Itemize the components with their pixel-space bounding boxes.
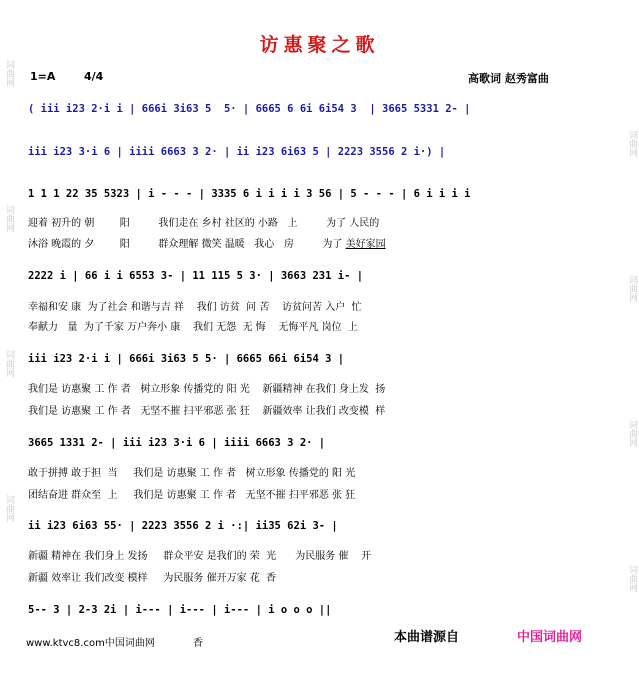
watermark-word: 词曲网 xyxy=(4,495,14,522)
footer-site: www.ktvc8.com中国词曲网 xyxy=(26,638,155,649)
watermark-column-right xyxy=(623,0,639,674)
notation-row: 5-- 3 | 2-3 2i | i--- | i--- | i--- | i o o o || xyxy=(28,604,332,616)
watermark-word: 词曲网 xyxy=(627,275,637,302)
lyric-row: 团结奋进 群众至 上 我们是 访惠聚 工 作 者 无坚不摧 扫平邪恶 张 狂 xyxy=(28,490,356,501)
notation-row: 2222 i | 66 i i 6553 3- | 11 115 5 3· | 3663 231 i- | xyxy=(28,270,364,282)
notation-row: 1 1 1 22 35 5323 | i - - - | 3335 6 i i i i 3 56 | 5 - - - | 6 i i i i xyxy=(28,188,471,200)
watermark-word: 词曲网 xyxy=(627,130,637,157)
intro-notation-row: iii i23 3·i 6 | iiii 6663 3 2· | ii i23 6i63 5 | 2223 3556 2 i·) | xyxy=(28,146,446,158)
lyric-row: 迎着 初升的 朝 阳 我们走在 乡村 社区的 小路 上 为了 人民的 xyxy=(28,218,380,229)
lyric-row: 幸福和安 康 为了社会 和谐与吉 祥 我们 访贫 问 苦 访贫问苦 入户 忙 xyxy=(28,302,362,313)
underlined-lyric: 美好家园 xyxy=(345,239,386,250)
key-signature: 1=A xyxy=(30,70,56,83)
footer-brand: 中国词曲网 xyxy=(517,630,583,645)
lyric-row: 敢于拼搏 敢于担 当 我们是 访惠聚 工 作 者 树立形象 传播党的 阳 光 xyxy=(28,468,356,479)
watermark-word: 词曲网 xyxy=(4,60,14,87)
watermark-word: 词曲网 xyxy=(4,350,14,377)
notation-row: iii i23 2·i i | 666i 3i63 5 5· | 6665 66i 6i54 3 | xyxy=(28,353,345,365)
lyric-row: 奉献力 量 为了千家 万户奔小 康 我们 无怨 无 悔 无悔平凡 岗位 上 xyxy=(28,322,358,333)
watermark-column-left xyxy=(0,0,16,674)
song-credits: 高歌词 赵秀富曲 xyxy=(468,72,549,85)
lyric-row: 我们是 访惠聚 工 作 者 无坚不摧 扫平邪恶 张 狂 新疆效率 让我们 改变模 样 xyxy=(28,406,386,417)
lyric-row: 新疆 精神在 我们身上 发扬 群众平安 是我们的 荣 光 为民服务 催 开 xyxy=(28,551,372,562)
intro-notation-row: ( iii i23 2·i i | 666i 3i63 5 5· | 6665 6 6i 6i54 3 | 3665 5331 2- | xyxy=(28,103,471,115)
notation-row: 3665 1331 2- | iii i23 3·i 6 | iiii 6663 3 2· | xyxy=(28,437,326,449)
watermark-word: 词曲网 xyxy=(627,420,637,447)
lyric-row: 新疆 效率让 我们改变 模样 为民服务 催开万家 花 香 xyxy=(28,573,277,584)
lyric-row-text: 沐浴 晚霞的 夕 阳 群众理解 微笑 温暖 我心 房 为了 美好家园 xyxy=(28,239,386,250)
song-title: 访惠聚之歌 xyxy=(259,34,380,56)
footer-source-text: 本曲谱源自 xyxy=(394,630,460,645)
footer-lyric-fragment: 香 xyxy=(193,638,203,649)
watermark-word: 词曲网 xyxy=(4,205,14,232)
lyric-row xyxy=(28,235,386,250)
lyric-row: 我们是 访惠聚 工 作 者 树立形象 传播党的 阳 光 新疆精神 在我们 身上发 扬 xyxy=(28,384,386,395)
watermark-word: 词曲网 xyxy=(627,565,637,592)
notation-row: ii i23 6i63 55· | 2223 3556 2 i ·:| ii35 62i 3- | xyxy=(28,520,338,532)
time-signature: 4/4 xyxy=(84,70,104,83)
